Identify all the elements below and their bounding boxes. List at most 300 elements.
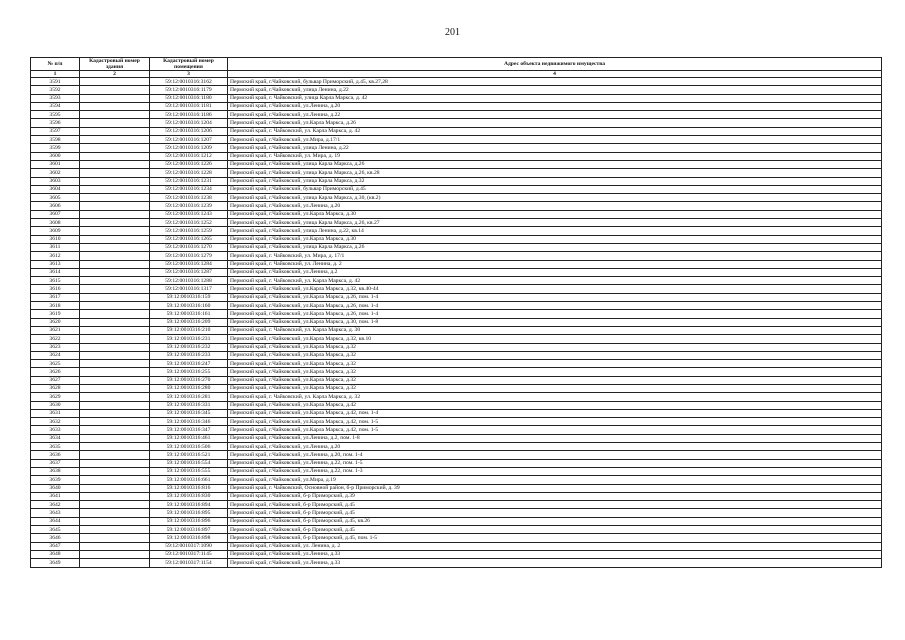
building-cadastral-cell (80, 310, 150, 318)
address-cell: Пермский край, г.Чайковский, ул.Карла Маркса, д.42, пом. 1-5 (228, 426, 882, 434)
row-number-cell: 3623 (31, 343, 80, 351)
row-number-cell: 3614 (31, 268, 80, 276)
table-row (31, 401, 882, 409)
table-row (31, 451, 882, 459)
building-cadastral-cell (80, 434, 150, 442)
address-cell: Пермский край, г.Чайковский, б-р Приморский, д.45, кв.26 (228, 517, 882, 525)
row-number-cell: 3592 (31, 86, 80, 94)
row-number-cell: 3641 (31, 492, 80, 500)
room-cadastral-cell: 59:12:0010316:232 (150, 343, 228, 351)
table-row (31, 368, 882, 376)
address-cell: Пермский край, г.Чайковский, ул.Ленина, д.22, пом. 1-3 (228, 467, 882, 475)
row-number-cell: 3646 (31, 534, 80, 542)
table-row (31, 501, 882, 509)
column-number-3: 3 (150, 71, 228, 78)
building-cadastral-cell (80, 418, 150, 426)
address-cell: Пермский край, г.Чайковский, ул.Карла Маркса, д.32 (228, 360, 882, 368)
property-registry-table (30, 57, 882, 568)
room-cadastral-cell: 59:12:0010316:270 (150, 376, 228, 384)
building-cadastral-cell (80, 169, 150, 177)
room-cadastral-cell: 59:12:0010316:1226 (150, 160, 228, 168)
address-cell: Пермский край, г.Чайковский, ул.Карла Маркса, д.26, пом. 1-4 (228, 302, 882, 310)
building-cadastral-cell (80, 243, 150, 251)
table-row (31, 119, 882, 127)
address-cell: Пермский край, г.Чайковский, б-р Приморский, д.45 (228, 501, 882, 509)
building-cadastral-cell (80, 277, 150, 285)
table-row (31, 102, 882, 110)
building-cadastral-cell (80, 219, 150, 227)
address-cell: Пермский край, г.Чайковский, улица Ленина, д.22 (228, 86, 882, 94)
building-cadastral-cell (80, 526, 150, 534)
address-cell: Пермский край, г. Чайковский, ул. Ленина, д. 2 (228, 260, 882, 268)
row-number-cell: 3616 (31, 285, 80, 293)
building-cadastral-cell (80, 302, 150, 310)
address-cell: Пермский край, г.Чайковский, ул.Карла Маркса, д.32 (228, 351, 882, 359)
row-number-cell: 3607 (31, 210, 80, 218)
address-cell: Пермский край, г. Чайковский, улица Карла Маркса, д. 42 (228, 94, 882, 102)
row-number-cell: 3604 (31, 185, 80, 193)
row-number-cell: 3621 (31, 326, 80, 334)
table-row (31, 467, 882, 475)
room-cadastral-cell: 59:12:0010316:1204 (150, 119, 228, 127)
table-row (31, 260, 882, 268)
header-address: Адрес объекта недвижимого имущества (228, 58, 882, 71)
row-number-cell: 3627 (31, 376, 80, 384)
building-cadastral-cell (80, 194, 150, 202)
room-cadastral-cell: 59:12:0010316:1181 (150, 102, 228, 110)
table-body (31, 78, 882, 568)
building-cadastral-cell (80, 260, 150, 268)
building-cadastral-cell (80, 443, 150, 451)
row-number-cell: 3603 (31, 177, 80, 185)
building-cadastral-cell (80, 119, 150, 127)
address-cell: Пермский край, г.Чайковский, ул.Ленина, д.22, пом. 1-5 (228, 459, 882, 467)
building-cadastral-cell (80, 351, 150, 359)
table-row (31, 335, 882, 343)
room-cadastral-cell: 59:12:0010316:159 (150, 293, 228, 301)
building-cadastral-cell (80, 252, 150, 260)
row-number-cell: 3632 (31, 418, 80, 426)
building-cadastral-cell (80, 451, 150, 459)
table-row (31, 459, 882, 467)
address-cell: Пермский край, г.Чайковский, ул.Ленина, д.20 (228, 102, 882, 110)
room-cadastral-cell: 59:12:0010316:1317 (150, 285, 228, 293)
table-row (31, 310, 882, 318)
room-cadastral-cell: 59:12:0010316:1239 (150, 202, 228, 210)
address-cell: Пермский край, г.Чайковский, ул.Карла Маркса, д.26, пом. 1-4 (228, 293, 882, 301)
room-cadastral-cell: 59:12:0010316:1259 (150, 227, 228, 235)
table-row (31, 160, 882, 168)
building-cadastral-cell (80, 111, 150, 119)
row-number-cell: 3624 (31, 351, 80, 359)
row-number-cell: 3597 (31, 127, 80, 135)
address-cell: Пермский край, г.Чайковский, ул.Карла Маркса, д.26 (228, 119, 882, 127)
address-cell: Пермский край, г.Чайковский, ул.Карла Маркса, д.26, пом. 1-4 (228, 310, 882, 318)
building-cadastral-cell (80, 550, 150, 558)
building-cadastral-cell (80, 144, 150, 152)
header-row-number: № п/п (31, 58, 80, 71)
table-row (31, 144, 882, 152)
row-number-cell: 3626 (31, 368, 80, 376)
address-cell: Пермский край, г.Чайковский, бульвар Приморский, д.45, кв.27,28 (228, 78, 882, 86)
room-cadastral-cell: 59:12:0010316:1288 (150, 277, 228, 285)
address-cell: Пермский край, г.Чайковский, ул.Карла Маркса, д.32 (228, 368, 882, 376)
address-cell: Пермский край, г.Чайковский, ул.Карла Маркса, д.42 (228, 401, 882, 409)
building-cadastral-cell (80, 517, 150, 525)
room-cadastral-cell: 59:12:0010316:1231 (150, 177, 228, 185)
room-cadastral-cell: 59:12:0010316:506 (150, 443, 228, 451)
address-cell: Пермский край, г. Чайковский, ул. Карла Маркса, д. 42 (228, 277, 882, 285)
room-cadastral-cell: 59:12:0010316:1243 (150, 210, 228, 218)
room-cadastral-cell: 59:12:0010316:280 (150, 384, 228, 392)
page-number: 201 (445, 27, 460, 38)
building-cadastral-cell (80, 202, 150, 210)
room-cadastral-cell: 59:12:0010316:1238 (150, 194, 228, 202)
building-cadastral-cell (80, 136, 150, 144)
address-cell: Пермский край, г.Чайковский, ул.Ленина, д.33 (228, 559, 882, 567)
row-number-cell: 3635 (31, 443, 80, 451)
row-number-cell: 3637 (31, 459, 80, 467)
table-header-row (31, 58, 882, 71)
address-cell: Пермский край, г.Чайковский, б-р Приморский, д.45 (228, 526, 882, 534)
room-cadastral-cell: 59:12:0010316:1186 (150, 111, 228, 119)
room-cadastral-cell: 59:12:0010316:1252 (150, 219, 228, 227)
building-cadastral-cell (80, 476, 150, 484)
table-row (31, 235, 882, 243)
row-number-cell: 3640 (31, 484, 80, 492)
room-cadastral-cell: 59:12:0010316:1179 (150, 86, 228, 94)
row-number-cell: 3620 (31, 318, 80, 326)
building-cadastral-cell (80, 384, 150, 392)
address-cell: Пермский край, г.Чайковский, улица Карла Маркса, д.26 (228, 160, 882, 168)
table-row (31, 127, 882, 135)
address-cell: Пермский край, г.Чайковский, улица Карла Маркса, д.32 (228, 177, 882, 185)
building-cadastral-cell (80, 94, 150, 102)
table-row (31, 418, 882, 426)
row-number-cell: 3594 (31, 102, 80, 110)
room-cadastral-cell: 59:12:0010316:255 (150, 368, 228, 376)
room-cadastral-cell: 59:12:0010316:231 (150, 335, 228, 343)
table-row (31, 426, 882, 434)
building-cadastral-cell (80, 509, 150, 517)
room-cadastral-cell: 59:12:0010316:554 (150, 459, 228, 467)
row-number-cell: 3599 (31, 144, 80, 152)
table-row (31, 252, 882, 260)
table-row (31, 559, 882, 567)
table-row (31, 526, 882, 534)
building-cadastral-cell (80, 501, 150, 509)
address-cell: Пермский край, г.Чайковский, улица Карла Маркса, д.26, кв.27 (228, 219, 882, 227)
address-cell: Пермский край, г.Чайковский, ул.Ленина, д.20 (228, 202, 882, 210)
row-number-cell: 3645 (31, 526, 80, 534)
building-cadastral-cell (80, 285, 150, 293)
room-cadastral-cell: 59:12:0010316:898 (150, 534, 228, 542)
table-row (31, 177, 882, 185)
room-cadastral-cell: 59:12:0010316:1279 (150, 252, 228, 260)
building-cadastral-cell (80, 86, 150, 94)
room-cadastral-cell: 59:12:0010316:1207 (150, 136, 228, 144)
table-row (31, 219, 882, 227)
building-cadastral-cell (80, 160, 150, 168)
address-cell: Пермский край, г. Чайковский, ул. Мира, д. 19 (228, 152, 882, 160)
address-cell: Пермский край, г.Чайковский, бульвар Приморский, д.45 (228, 185, 882, 193)
address-cell: Пермский край, г. Чайковский, Основной район, б-р Приморский, д. 39 (228, 484, 882, 492)
address-cell: Пермский край, г.Чайковский, ул.Карла Маркса, д.32, кв.40-44 (228, 285, 882, 293)
table-row (31, 302, 882, 310)
row-number-cell: 3630 (31, 401, 80, 409)
column-number-1: 1 (31, 71, 80, 78)
address-cell: Пермский край, г.Чайковский, ул.Ленина, д.2, пом. 1-8 (228, 434, 882, 442)
address-cell: Пермский край, г.Чайковский, ул.Карла Маркса, д.30, пом. 1-8 (228, 318, 882, 326)
room-cadastral-cell: 59:12:0010316:1212 (150, 152, 228, 160)
address-cell: Пермский край, г. Чайковский, ул. Карла Маркса, д. 30 (228, 326, 882, 334)
row-number-cell: 3619 (31, 310, 80, 318)
column-number-2: 2 (80, 71, 150, 78)
address-cell: Пермский край, г.Чайковский, б-р Приморский, д.39 (228, 492, 882, 500)
room-cadastral-cell: 59:12:0010316:161 (150, 310, 228, 318)
header-room-cadastral-number: Кадастровый номер помещения (150, 58, 228, 71)
building-cadastral-cell (80, 177, 150, 185)
address-cell: Пермский край, г.Чайковский, ул.Карла Маркса, д.32 (228, 376, 882, 384)
row-number-cell: 3631 (31, 409, 80, 417)
row-number-cell: 3606 (31, 202, 80, 210)
room-cadastral-cell: 59:12:0010316:281 (150, 393, 228, 401)
address-cell: Пермский край, г.Чайковский, ул.Ленина, д.20 (228, 443, 882, 451)
building-cadastral-cell (80, 185, 150, 193)
row-number-cell: 3595 (31, 111, 80, 119)
row-number-cell: 3643 (31, 509, 80, 517)
building-cadastral-cell (80, 78, 150, 86)
room-cadastral-cell: 59:12:0010316:1287 (150, 268, 228, 276)
building-cadastral-cell (80, 368, 150, 376)
room-cadastral-cell: 59:12:0010316:1180 (150, 94, 228, 102)
room-cadastral-cell: 59:12:0010316:210 (150, 326, 228, 334)
address-cell: Пермский край, г.Чайковский, ул.Мира, д.17/1 (228, 136, 882, 144)
row-number-cell: 3648 (31, 550, 80, 558)
building-cadastral-cell (80, 542, 150, 550)
row-number-cell: 3644 (31, 517, 80, 525)
address-cell: Пермский край, г.Чайковский, ул.Карла Маркса, д.30 (228, 235, 882, 243)
table-row (31, 86, 882, 94)
building-cadastral-cell (80, 318, 150, 326)
building-cadastral-cell (80, 235, 150, 243)
row-number-cell: 3596 (31, 119, 80, 127)
row-number-cell: 3601 (31, 160, 80, 168)
table-row (31, 285, 882, 293)
room-cadastral-cell: 59:12:0010316:1209 (150, 144, 228, 152)
header-building-cadastral-number: Кадастровый номер здания (80, 58, 150, 71)
table-row (31, 393, 882, 401)
table-row (31, 476, 882, 484)
address-cell: Пермский край, г.Чайковский, ул.Ленина, д.33 (228, 550, 882, 558)
room-cadastral-cell: 59:12:0010316:1284 (150, 260, 228, 268)
address-cell: Пермский край, г.Чайковский, улица Карла Маркса, д.30, (кв.2) (228, 194, 882, 202)
building-cadastral-cell (80, 227, 150, 235)
address-cell: Пермский край, г.Чайковский, ул.Карла Маркса, д.42, пом. 1-4 (228, 409, 882, 417)
building-cadastral-cell (80, 335, 150, 343)
address-cell: Пермский край, г.Чайковский, улица Карла Маркса, д.26 (228, 243, 882, 251)
address-cell: Пермский край, г.Чайковский, ул.Карла Маркса, д.32, кв.10 (228, 335, 882, 343)
row-number-cell: 3612 (31, 252, 80, 260)
table-row (31, 484, 882, 492)
table-row (31, 227, 882, 235)
table-row (31, 550, 882, 558)
room-cadastral-cell: 59:12:0010316:894 (150, 501, 228, 509)
table-row (31, 492, 882, 500)
table-row (31, 434, 882, 442)
building-cadastral-cell (80, 127, 150, 135)
table-row (31, 509, 882, 517)
row-number-cell: 3649 (31, 559, 80, 567)
address-cell: Пермский край, г. Чайковский, ул. Карла Маркса, д. 32 (228, 393, 882, 401)
address-cell: Пермский край, г.Чайковский, улица Ленина, д.22 (228, 144, 882, 152)
address-cell: Пермский край, г.Чайковский, ул.Мира, д.19 (228, 476, 882, 484)
row-number-cell: 3602 (31, 169, 80, 177)
row-number-cell: 3618 (31, 302, 80, 310)
address-cell: Пермский край, г. Чайковский, ул. Мира, д. 17/1 (228, 252, 882, 260)
room-cadastral-cell: 59:12:0010316:347 (150, 426, 228, 434)
table-row (31, 277, 882, 285)
room-cadastral-cell: 59:12:0010316:555 (150, 467, 228, 475)
table-row (31, 293, 882, 301)
building-cadastral-cell (80, 559, 150, 567)
address-cell: Пермский край, г.Чайковский, ул.Ленина, д.22 (228, 111, 882, 119)
table-row (31, 326, 882, 334)
room-cadastral-cell: 59:12:0010316:346 (150, 418, 228, 426)
row-number-cell: 3629 (31, 393, 80, 401)
building-cadastral-cell (80, 152, 150, 160)
row-number-cell: 3610 (31, 235, 80, 243)
room-cadastral-cell: 59:12:0010316:3162 (150, 78, 228, 86)
table-row (31, 534, 882, 542)
row-number-cell: 3593 (31, 94, 80, 102)
room-cadastral-cell: 59:12:0010316:521 (150, 451, 228, 459)
table-row (31, 351, 882, 359)
address-cell: Пермский край, г.Чайковский, ул.Ленина, д.20, пом. 1-4 (228, 451, 882, 459)
table-row (31, 169, 882, 177)
row-number-cell: 3634 (31, 434, 80, 442)
building-cadastral-cell (80, 376, 150, 384)
row-number-cell: 3611 (31, 243, 80, 251)
row-number-cell: 3647 (31, 542, 80, 550)
table-row (31, 202, 882, 210)
table-row (31, 136, 882, 144)
row-number-cell: 3617 (31, 293, 80, 301)
building-cadastral-cell (80, 409, 150, 417)
address-cell: Пермский край, г.Чайковский, ул.Ленина, д.2 (228, 268, 882, 276)
table-row (31, 210, 882, 218)
address-cell: Пермский край, г.Чайковский, ул. Ленина, д. 2 (228, 542, 882, 550)
room-cadastral-cell: 59:12:0010317:1154 (150, 559, 228, 567)
row-number-cell: 3598 (31, 136, 80, 144)
address-cell: Пермский край, г.Чайковский, ул.Карла Маркса, д.32 (228, 384, 882, 392)
row-number-cell: 3639 (31, 476, 80, 484)
room-cadastral-cell: 59:12:0010317:1090 (150, 542, 228, 550)
building-cadastral-cell (80, 326, 150, 334)
building-cadastral-cell (80, 534, 150, 542)
table-row (31, 443, 882, 451)
table-row (31, 542, 882, 550)
room-cadastral-cell: 59:12:0010316:345 (150, 409, 228, 417)
building-cadastral-cell (80, 459, 150, 467)
row-number-cell: 3591 (31, 78, 80, 86)
table-row (31, 384, 882, 392)
row-number-cell: 3638 (31, 467, 80, 475)
table-row (31, 376, 882, 384)
row-number-cell: 3642 (31, 501, 80, 509)
column-number-4: 4 (228, 71, 882, 78)
room-cadastral-cell: 59:12:0010316:830 (150, 492, 228, 500)
room-cadastral-cell: 59:12:0010316:209 (150, 318, 228, 326)
room-cadastral-cell: 59:12:0010316:1270 (150, 243, 228, 251)
building-cadastral-cell (80, 210, 150, 218)
room-cadastral-cell: 59:12:0010316:816 (150, 484, 228, 492)
table-row (31, 152, 882, 160)
address-cell: Пермский край, г.Чайковский, улица Карла Маркса, д.26, кв.28 (228, 169, 882, 177)
table-row (31, 343, 882, 351)
table-row (31, 409, 882, 417)
room-cadastral-cell: 59:12:0010316:661 (150, 476, 228, 484)
table-row (31, 360, 882, 368)
row-number-cell: 3622 (31, 335, 80, 343)
room-cadastral-cell: 59:12:0010316:895 (150, 509, 228, 517)
building-cadastral-cell (80, 393, 150, 401)
room-cadastral-cell: 59:12:0010316:897 (150, 526, 228, 534)
room-cadastral-cell: 59:12:0010316:160 (150, 302, 228, 310)
building-cadastral-cell (80, 293, 150, 301)
table-row (31, 517, 882, 525)
room-cadastral-cell: 59:12:0010316:1228 (150, 169, 228, 177)
address-cell: Пермский край, г.Чайковский, ул.Карла Маркса, д.30 (228, 210, 882, 218)
address-cell: Пермский край, г. Чайковский, ул. Карла Маркса, д. 42 (228, 127, 882, 135)
room-cadastral-cell: 59:12:0010316:331 (150, 401, 228, 409)
room-cadastral-cell: 59:12:0010316:461 (150, 434, 228, 442)
building-cadastral-cell (80, 343, 150, 351)
table-row (31, 94, 882, 102)
building-cadastral-cell (80, 467, 150, 475)
table-row (31, 194, 882, 202)
room-cadastral-cell: 59:12:0010316:1206 (150, 127, 228, 135)
row-number-cell: 3628 (31, 384, 80, 392)
row-number-cell: 3625 (31, 360, 80, 368)
row-number-cell: 3633 (31, 426, 80, 434)
building-cadastral-cell (80, 484, 150, 492)
building-cadastral-cell (80, 492, 150, 500)
row-number-cell: 3615 (31, 277, 80, 285)
row-number-cell: 3600 (31, 152, 80, 160)
table-row (31, 268, 882, 276)
table-row (31, 243, 882, 251)
row-number-cell: 3636 (31, 451, 80, 459)
table-row (31, 78, 882, 86)
room-cadastral-cell: 59:12:0010316:1265 (150, 235, 228, 243)
room-cadastral-cell: 59:12:0010317:1145 (150, 550, 228, 558)
row-number-cell: 3608 (31, 219, 80, 227)
row-number-cell: 3613 (31, 260, 80, 268)
building-cadastral-cell (80, 426, 150, 434)
table-row (31, 185, 882, 193)
room-cadastral-cell: 59:12:0010316:896 (150, 517, 228, 525)
table-column-numbers-row (31, 71, 882, 78)
row-number-cell: 3605 (31, 194, 80, 202)
address-cell: Пермский край, г.Чайковский, б-р Приморский, д.45 (228, 509, 882, 517)
room-cadastral-cell: 59:12:0010316:1234 (150, 185, 228, 193)
row-number-cell: 3609 (31, 227, 80, 235)
address-cell: Пермский край, г.Чайковский, ул.Карла Маркса, д.32 (228, 343, 882, 351)
address-cell: Пермский край, г.Чайковский, улица Ленина, д.22, кв.14 (228, 227, 882, 235)
room-cadastral-cell: 59:12:0010316:247 (150, 360, 228, 368)
address-cell: Пермский край, г.Чайковский, ул.Карла Маркса, д.42, пом. 1-5 (228, 418, 882, 426)
